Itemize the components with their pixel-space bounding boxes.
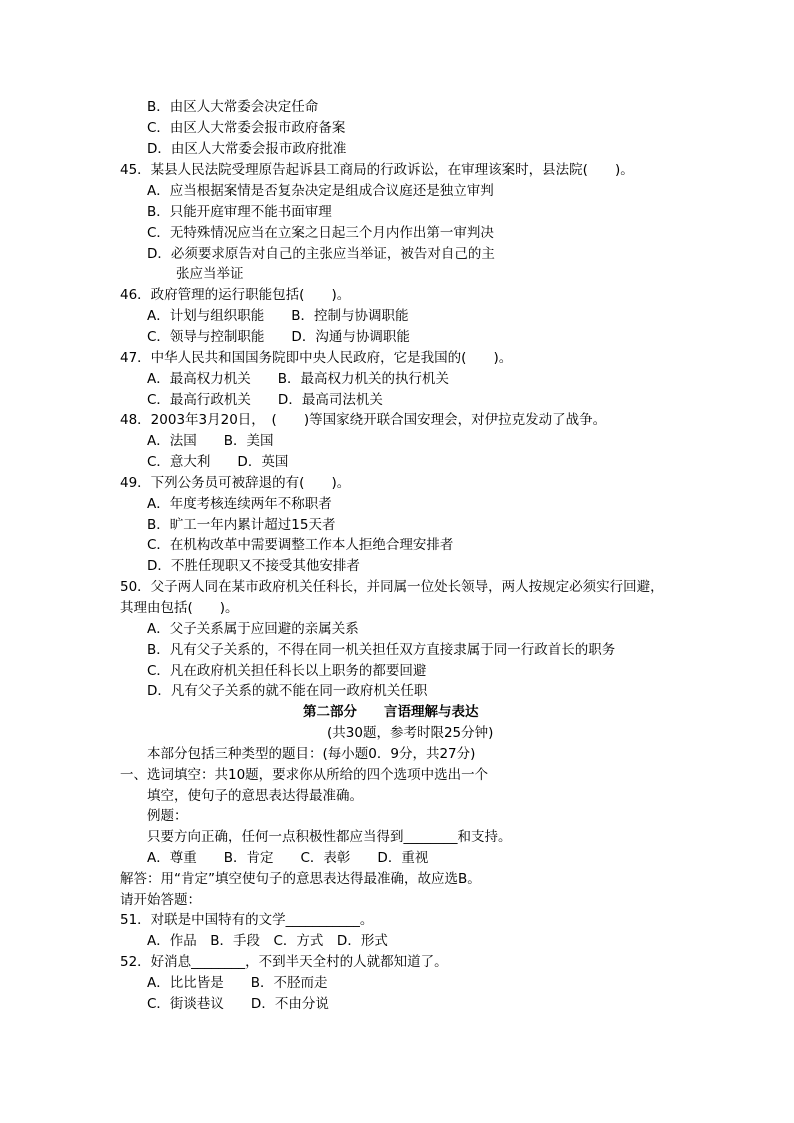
question-45: 45．某县人民法院受理原告起诉县工商局的行政诉讼，在审理该案时，县法院( )。 bbox=[120, 162, 634, 178]
example-options: A．尊重 B．肯定 C．表彰 D．重视 bbox=[147, 850, 429, 866]
part-one-heading-continued: 填空，使句子的意思表达得最准确。 bbox=[147, 788, 363, 804]
option-c-49: C．在机构改革中需要调整工作本人拒绝合理安排者 bbox=[147, 537, 454, 553]
question-48: 48．2003年3月20日， ( )等国家绕开联合国安理会，对伊拉克发动了战争。 bbox=[120, 412, 607, 428]
question-51: 51．对联是中国特有的文学___________。 bbox=[120, 912, 374, 928]
option-b-49: B．旷工一年内累计超过15天者 bbox=[147, 517, 336, 533]
question-50-continued: 其理由包括( )。 bbox=[120, 600, 239, 616]
section-title: 第二部分 言语理解与表达 bbox=[303, 704, 479, 720]
options-cd-48: C．意大利 D．英国 bbox=[147, 454, 289, 470]
section-intro: 本部分包括三种类型的题目：(每小题0．9分，共27分) bbox=[147, 746, 476, 762]
option-d-45: D．必须要求原告对自己的主张应当举证，被告对自己的主 bbox=[147, 246, 495, 262]
question-50: 50．父子两人同在某市政府机关任科长，并同属一位处长领导，两人按规定必须实行回避， bbox=[120, 579, 664, 595]
options-ab-47: A．最高权力机关 B．最高权力机关的执行机关 bbox=[147, 371, 449, 387]
option-a-50: A．父子关系属于应回避的亲属关系 bbox=[147, 621, 359, 637]
question-49: 49．下列公务员可被辞退的有( )。 bbox=[120, 475, 351, 491]
options-ab-48: A．法国 B．美国 bbox=[147, 433, 274, 449]
option-d-45-continued: 张应当举证 bbox=[176, 266, 244, 282]
question-47: 47．中华人民共和国国务院即中央人民政府，它是我国的( )。 bbox=[120, 350, 513, 366]
options-cd-46: C．领导与控制职能 D．沟通与协调职能 bbox=[147, 329, 410, 345]
options-ab-46: A．计划与组织职能 B．控制与协调职能 bbox=[147, 308, 409, 324]
options-cd-52: C．街谈巷议 D．不由分说 bbox=[147, 996, 329, 1012]
options-ab-52: A．比比皆是 B．不胫而走 bbox=[147, 975, 328, 991]
option-c-50: C．凡在政府机关担任科长以上职务的都要回避 bbox=[147, 663, 427, 679]
start-answering: 请开始答题： bbox=[120, 892, 201, 908]
option-d-50: D．凡有父子关系的就不能在同一政府机关任职 bbox=[147, 683, 428, 699]
option-d-44: D．由区人大常委会报市政府批准 bbox=[147, 141, 347, 157]
options-51: A．作品 B．手段 C．方式 D．形式 bbox=[147, 933, 388, 949]
option-d-49: D．不胜任现职又不接受其他安排者 bbox=[147, 558, 360, 574]
option-b-45: B．只能开庭审理不能书面审理 bbox=[147, 204, 332, 220]
option-a-49: A．年度考核连续两年不称职者 bbox=[147, 496, 332, 512]
option-b-44: B．由区人大常委会决定任命 bbox=[147, 99, 319, 115]
option-c-44: C．由区人大常委会报市政府备案 bbox=[147, 120, 346, 136]
option-c-45: C．无特殊情况应当在立案之日起三个月内作出第一审判决 bbox=[147, 225, 494, 241]
section-subtitle: (共30题，参考时限25分钟) bbox=[327, 725, 494, 741]
example-sentence: 只要方向正确，任何一点积极性都应当得到________和支持。 bbox=[147, 829, 512, 845]
question-52: 52．好消息________，不到半天全村的人就都知道了。 bbox=[120, 954, 448, 970]
part-one-heading: 一、选词填空：共10题，要求你从所给的四个选项中选出一个 bbox=[120, 767, 489, 783]
example-answer: 解答：用“肯定”填空使句子的意思表达得最准确，故应选B。 bbox=[120, 871, 481, 887]
example-label: 例题： bbox=[147, 808, 188, 824]
options-cd-47: C．最高行政机关 D．最高司法机关 bbox=[147, 392, 383, 408]
question-46: 46．政府管理的运行职能包括( )。 bbox=[120, 287, 351, 303]
option-b-50: B．凡有父子关系的，不得在同一机关担任双方直接隶属于同一行政首长的职务 bbox=[147, 642, 616, 658]
option-a-45: A．应当根据案情是否复杂决定是组成合议庭还是独立审判 bbox=[147, 183, 494, 199]
